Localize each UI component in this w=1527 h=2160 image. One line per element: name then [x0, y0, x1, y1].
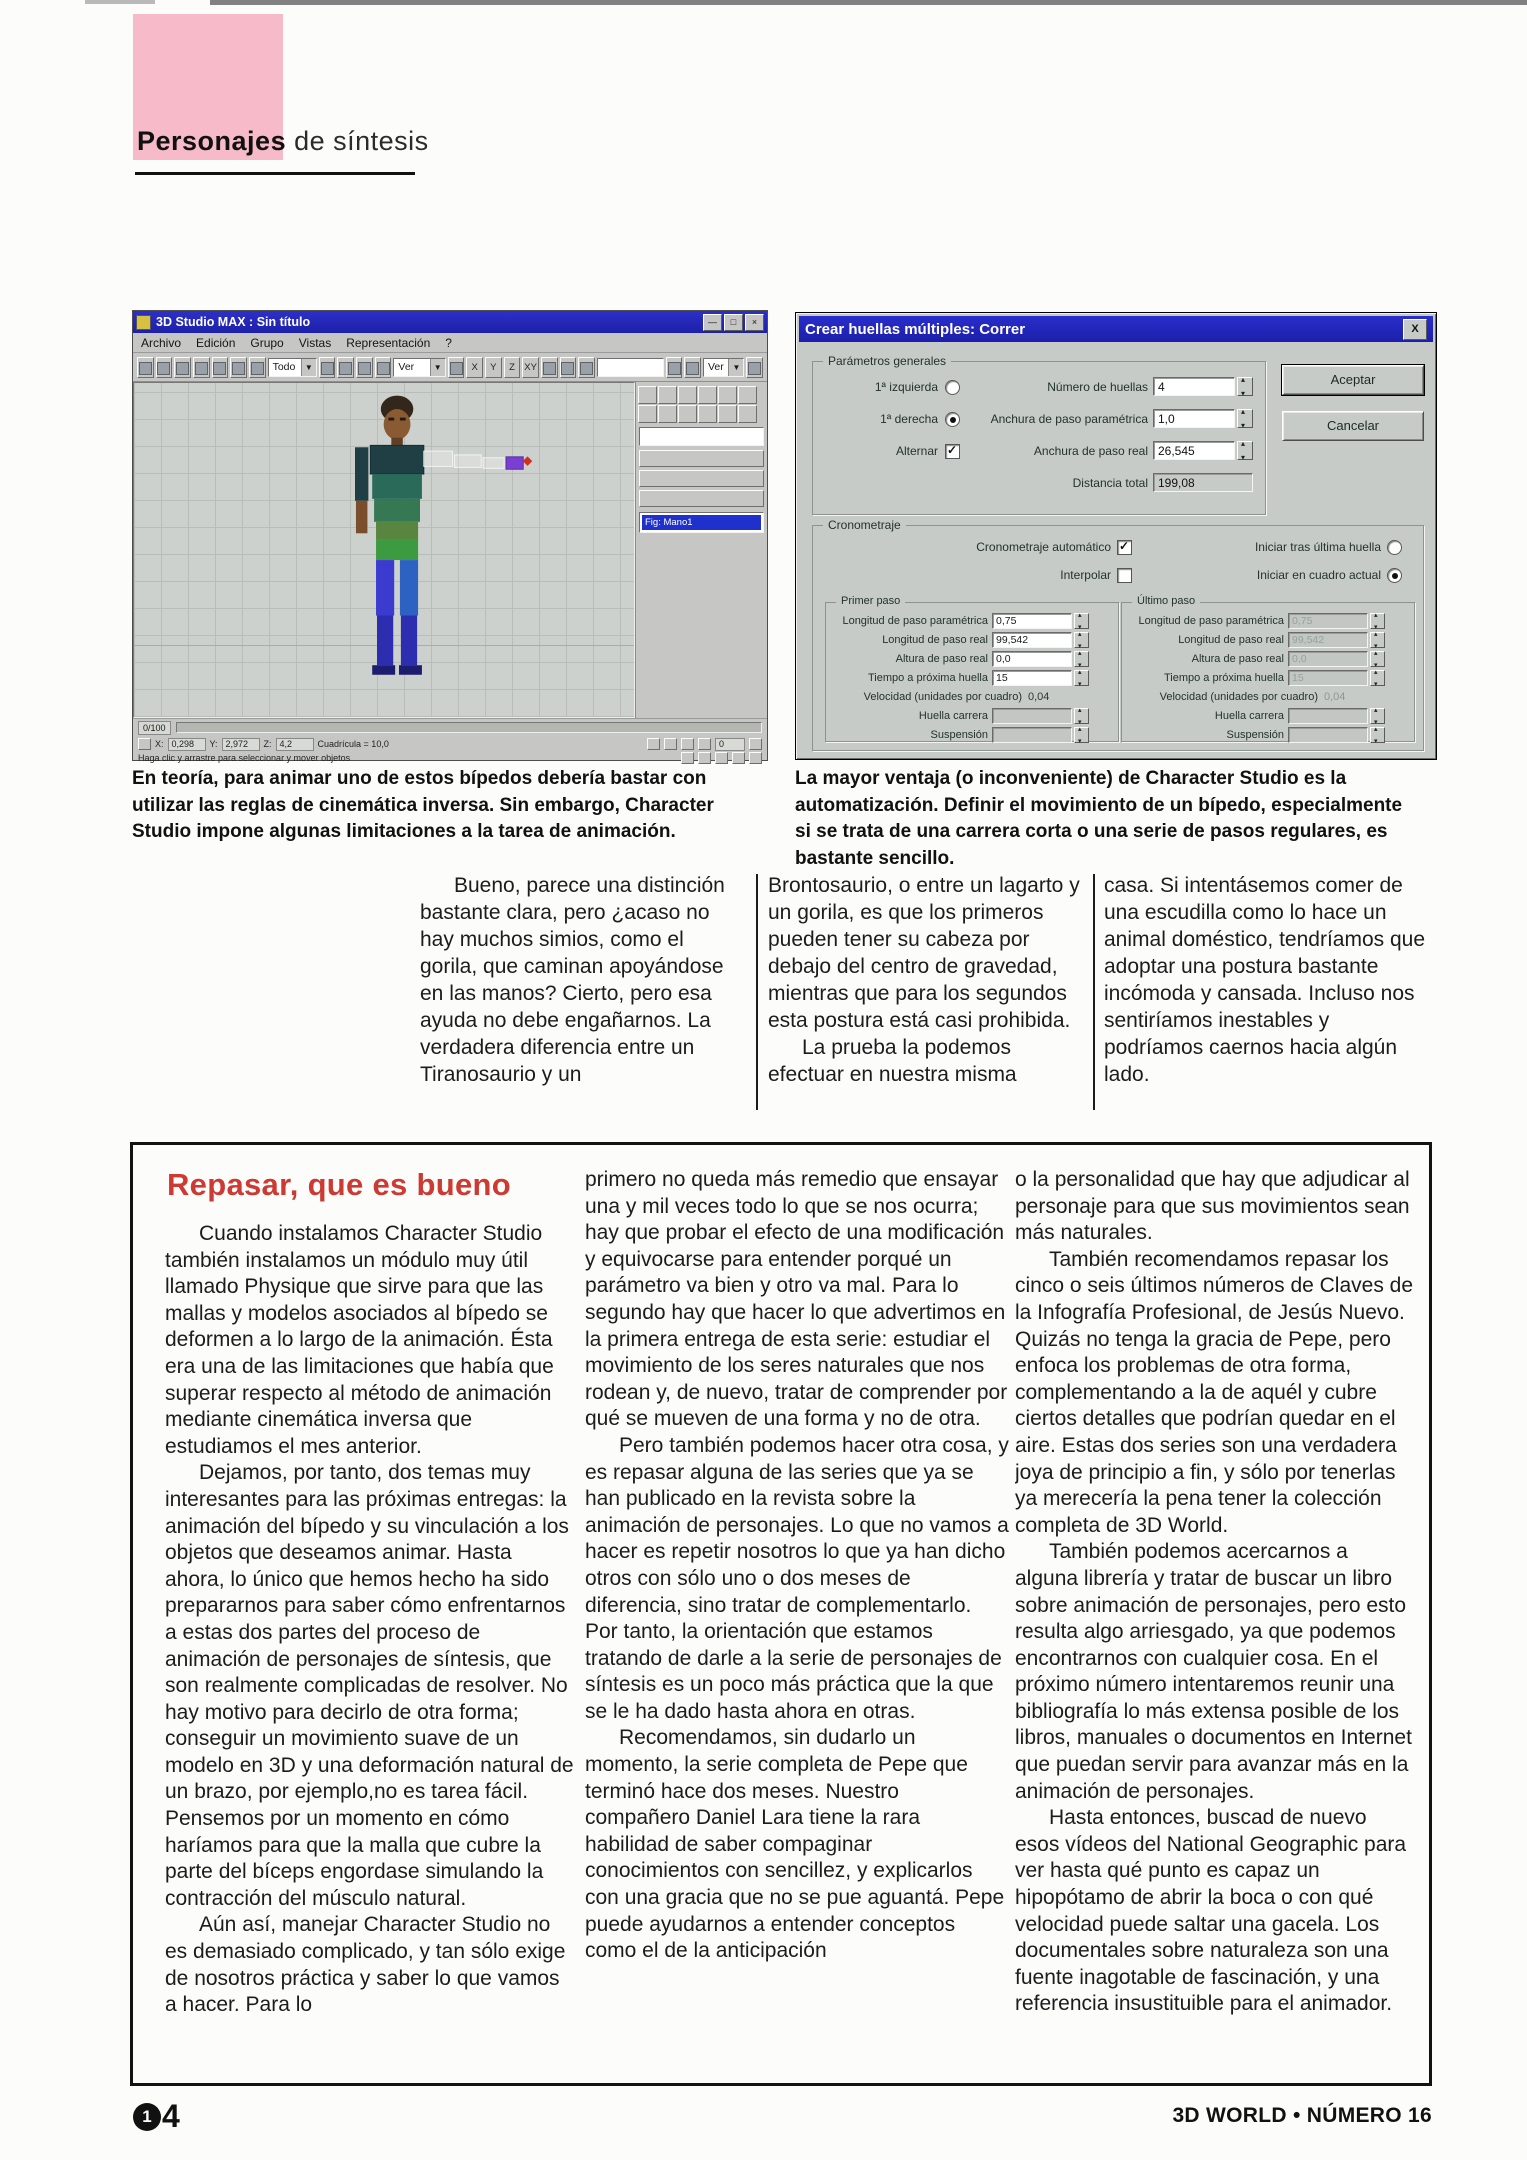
- iniciar-cuadro-radio[interactable]: [1387, 568, 1402, 583]
- section-header: [137, 126, 429, 157]
- tiempo-huella-field[interactable]: 15: [992, 670, 1072, 686]
- combo-arrow-icon[interactable]: ▼: [728, 359, 743, 376]
- huella-carrera-field: [992, 708, 1072, 724]
- anchura-parametrica-spinner[interactable]: [1237, 409, 1253, 428]
- spinner: [1370, 632, 1385, 648]
- hierarchy-tab-icon[interactable]: [678, 386, 697, 404]
- row-label: Longitud de paso paramétrica: [842, 615, 988, 627]
- paragraph: Dejamos, por tanto, dos temas muy interesantes para las próximas entregas: la animación del bípedo y su vinculación a los objetos que deseamos animar. Hasta ahora, lo único que hemos hecho ha sido prepararnos para saber cómo enfrentarnos a estas dos partes del proceso de animación de personajes de síntesis, que son realmente complicadas de resolver. No hay motivo para decirlo de otra forma; conseguir un movimiento suave de un modelo en 3D y una deformación natural de un brazo, por ejemplo,no es tarea fácil. Pensemos por un momento en cómo haríamos para que la malla que cubre la parte del bíceps engordase simulando la contracción del músculo natural.: [165, 1461, 574, 1910]
- row-label: Velocidad (unidades por cuadro): [1159, 691, 1318, 703]
- rotate-icon[interactable]: [356, 357, 373, 378]
- timeline-slider[interactable]: [176, 722, 762, 733]
- distancia-total-field: 199,08: [1153, 473, 1253, 492]
- spinner: [1370, 670, 1385, 686]
- feature-column-1: [165, 1221, 575, 2067]
- mirror-icon[interactable]: [541, 357, 558, 378]
- view-combo[interactable]: [703, 358, 744, 377]
- spinner[interactable]: [1074, 632, 1089, 648]
- longitud-real-field[interactable]: 99,542: [992, 632, 1072, 648]
- paragraph: Recomendamos, sin dudarlo un momento, la serie completa de Pepe que terminó hace dos meses. Nuestro compañero Daniel Lara tiene la rara habilidad de saber compaginar conocimientos con sencillez, y explicarlos con una gracia que no se pue aguantá. Pepe puede ayudarnos a entender conceptos como el de la anticipación: [585, 1726, 1005, 1963]
- min-max-toggle-icon[interactable]: [749, 752, 762, 764]
- alternar-label: Alternar: [895, 444, 938, 458]
- spinner: [1370, 727, 1385, 743]
- y-coordinate-field[interactable]: 2,972: [222, 738, 260, 751]
- paragraph: casa. Si intentásemos comer de una escudilla como lo hace un animal doméstico, tendríamos que adoptar una postura bastante incómoda y cansada. Incluso nos sentiríamos inestables y podríamos caernos hacia algún lado.: [1104, 874, 1425, 1086]
- row-label: Longitud de paso real: [1178, 634, 1284, 646]
- cronometraje-auto-label: Cronometraje automático: [976, 540, 1111, 554]
- menu-archivo[interactable]: Archivo: [141, 335, 182, 350]
- iniciar-tras-label: Iniciar tras última huella: [1254, 540, 1381, 554]
- paragraph: Hasta entonces, buscad de nuevo esos vídeos del National Geographic para ver hasta qué punto es capaz un hipopótamo de abrir la boca o con qué velocidad puede saltar una gacela. Los documentales sobre naturaleza son una fuente inagotable de fascinación, y una referencia insustituible para el animador.: [1015, 1806, 1407, 2016]
- cronometraje-auto-checkbox[interactable]: [1117, 540, 1132, 555]
- link-icon[interactable]: [174, 357, 191, 378]
- app-icon: [136, 315, 151, 330]
- alternar-checkbox[interactable]: [945, 444, 960, 459]
- track-view-icon[interactable]: [666, 357, 683, 378]
- group-legend: Último paso: [1132, 595, 1200, 607]
- scan-artifact-small: [85, 0, 155, 4]
- utilities-tab-icon[interactable]: [738, 386, 757, 404]
- reference-coord-value: Ver: [398, 361, 415, 373]
- create-tab-icon[interactable]: [638, 386, 657, 404]
- middle-column-1: [420, 872, 742, 1115]
- zoom-icon[interactable]: [715, 752, 728, 764]
- x-coordinate-field[interactable]: 0,298: [168, 738, 206, 751]
- spinner: [1074, 727, 1089, 743]
- iniciar-tras-radio[interactable]: [1387, 540, 1402, 555]
- lock-selection-icon[interactable]: [138, 738, 151, 750]
- command-panel: [635, 382, 767, 718]
- group-legend: Primer paso: [836, 595, 905, 607]
- spinner: [1370, 651, 1385, 667]
- longitud-parametrica-field-2: 0,75: [1288, 613, 1368, 629]
- column-divider: [1093, 874, 1095, 1110]
- paragraph: Pero también podemos hacer otra cosa, y es repasar alguna de las series que ya se han publicado en la revista sobre la animación de personajes. Lo que no vamos a hacer es repetir nosotros lo que ya han dicho otros con sólo uno o dos meses de diferencia, sino tratar de complementarlo. Por tanto, la orientación que estamos tratando de darle a la serie de personajes de síntesis es un poco más práctica que la que se le ha dado hasta ahora en otras.: [585, 1433, 1009, 1723]
- move-icon[interactable]: [337, 357, 354, 378]
- anchura-parametrica-label: Anchura de paso paramétrica: [990, 412, 1148, 426]
- row-label: Altura de paso real: [895, 653, 988, 665]
- snap-icon[interactable]: [681, 752, 694, 764]
- crear-huellas-dialog: [795, 312, 1437, 760]
- menu-vistas[interactable]: Vistas: [298, 335, 332, 350]
- menu-grupo[interactable]: Grupo: [250, 335, 284, 350]
- spinner[interactable]: [1074, 651, 1089, 667]
- object-type-combo[interactable]: [639, 427, 764, 446]
- velocidad-value: 0,04: [1028, 691, 1050, 703]
- x-label: X:: [155, 739, 164, 749]
- minimize-button[interactable]: —: [703, 314, 722, 331]
- spinner: [1370, 613, 1385, 629]
- axis-y-button[interactable]: Y: [485, 357, 502, 378]
- redo-icon[interactable]: [156, 357, 173, 378]
- altura-real-field-2: 0,0: [1288, 651, 1368, 667]
- statusbar: [133, 736, 767, 765]
- anchura-real-spinner[interactable]: [1237, 441, 1253, 460]
- section-header-rest: de síntesis: [286, 126, 429, 156]
- reference-coord-combo[interactable]: [393, 358, 445, 377]
- scan-artifact: [210, 0, 1527, 5]
- dialog-title: Crear huellas múltiples: Correr: [805, 320, 1026, 338]
- cameras-icon[interactable]: [698, 405, 717, 423]
- spinner[interactable]: [1074, 613, 1089, 629]
- radio-izquierda[interactable]: [945, 380, 960, 395]
- radio-derecha-label: 1ª derecha: [880, 412, 938, 426]
- spinner: [1074, 708, 1089, 724]
- modify-tab-icon[interactable]: [658, 386, 677, 404]
- select-arrow-icon[interactable]: [230, 357, 247, 378]
- motion-tab-icon[interactable]: [698, 386, 717, 404]
- paragraph: La prueba la podemos efectuar en nuestra misma: [768, 1036, 1017, 1086]
- longitud-real-field-2: 99,542: [1288, 632, 1368, 648]
- axis-z-button[interactable]: Z: [504, 357, 521, 378]
- rollout-bar[interactable]: [639, 450, 764, 467]
- row-label: Altura de paso real: [1191, 653, 1284, 665]
- velocidad-value-2: 0,04: [1324, 691, 1346, 703]
- lights-icon[interactable]: [678, 405, 697, 423]
- spinner[interactable]: [1074, 670, 1089, 686]
- middle-column-2: [768, 872, 1084, 1115]
- row-label: Longitud de paso paramétrica: [1138, 615, 1284, 627]
- group-primer-paso: [825, 595, 1119, 742]
- feature-column-2: [585, 1167, 1009, 2067]
- close-icon[interactable]: X: [1403, 319, 1427, 340]
- angle-snap-icon[interactable]: [698, 752, 711, 764]
- key-mode-icon[interactable]: [749, 738, 762, 750]
- radio-derecha[interactable]: [945, 412, 960, 427]
- group-legend: Cronometraje: [823, 518, 906, 532]
- row-label: Tiempo a próxima huella: [867, 672, 988, 684]
- prev-frame-icon[interactable]: [664, 738, 677, 750]
- axis-x-button[interactable]: X: [466, 357, 483, 378]
- feature-title: Repasar, que es bueno: [167, 1167, 511, 1202]
- header-rule: [135, 172, 415, 175]
- selected-figure[interactable]: Fig: Mano1: [642, 515, 761, 530]
- biped-character[interactable]: [304, 388, 536, 713]
- y-label: Y:: [209, 739, 218, 749]
- go-start-icon[interactable]: [647, 738, 660, 750]
- pivot-icon[interactable]: [448, 357, 465, 378]
- close-button[interactable]: ×: [745, 314, 764, 331]
- paragraph: También podemos acercarnos a alguna librería y tratar de buscar un libro sobre animación de personajes, pero esto resulta algo arriesgado, ya que podemos encontrarnos con cualquier cosa. En el próximo número intentaremos reunir una bibliografía lo más extensa posible de los libros, manuales o documentos en Internet que puedan servir para avanzar más en la animación de personajes.: [1015, 1540, 1412, 1803]
- display-tab-icon[interactable]: [718, 386, 737, 404]
- paragraph: o la personalidad que hay que adjudicar al personaje para que sus movimientos sean más naturales.: [1015, 1168, 1410, 1245]
- feature-box: [130, 1142, 1432, 2086]
- maximize-button[interactable]: □: [724, 314, 743, 331]
- unlink-icon[interactable]: [193, 357, 210, 378]
- align-icon[interactable]: [578, 357, 595, 378]
- paragraph: Bueno, parece una distinción bastante clara, pero ¿acaso no hay muchos simios, como el gorila, que caminan apoyándose en las manos? Cierto, pero esa ayuda no debe engañarnos. La verdadera diferencia entre un Tiranosaurio y un: [420, 874, 725, 1086]
- dialog-titlebar[interactable]: [799, 316, 1433, 342]
- rollout-bar[interactable]: [639, 490, 764, 507]
- numero-huellas-field[interactable]: 4: [1153, 377, 1235, 396]
- systems-icon[interactable]: [738, 405, 757, 423]
- distancia-total-label: Distancia total: [1072, 476, 1148, 490]
- helpers-icon[interactable]: [718, 405, 737, 423]
- radio-izquierda-label: 1ª izquierda: [874, 380, 938, 394]
- row-label: Huella carrera: [918, 710, 988, 722]
- column-divider: [756, 874, 758, 1110]
- current-frame-field[interactable]: 0: [715, 738, 745, 751]
- paragraph: También recomendamos repasar los cinco o seis últimos números de Claves de la Infografía Profesional, de Jesús Nuevo. Quizás no tenga la gracia de Pepe, pero enfoca los problemas de otra forma, complementando a la de aquél y cubre ciertos detalles que podrían quedar en el aire. Estas dos series son una verdadera joya de principio a fin, y sólo por tenerlas ya merecería la pena tener la colección completa de 3D World.: [1015, 1247, 1414, 1537]
- row-label: Suspensión: [1226, 729, 1284, 741]
- figure-list: [639, 512, 764, 533]
- cancelar-button[interactable]: Cancelar: [1282, 411, 1424, 441]
- array-icon[interactable]: [560, 357, 577, 378]
- paragraph: primero no queda más remedio que ensayar una y mil veces todo lo que se nos ocurra; hay que probar el efecto de una modificación y equivocarse para entender porqué un parámetro va bien y otro va mal. Para lo segundo hay que hacer lo que advertimos en la primera entrega de esta serie: estudiar el movimiento de los seres naturales que nos rodean y, de nuevo, tratar de comprender por qué se mueven de una forma y no de otra.: [585, 1168, 1008, 1431]
- row-label: Huella carrera: [1214, 710, 1284, 722]
- next-frame-icon[interactable]: [698, 738, 711, 750]
- viewport[interactable]: [133, 382, 635, 718]
- 3dsmax-window: [132, 310, 768, 761]
- selection-filter-value: Todo: [272, 361, 296, 373]
- row-label: Tiempo a próxima huella: [1163, 672, 1284, 684]
- spinner: [1370, 708, 1385, 724]
- pan-icon[interactable]: [732, 752, 745, 764]
- numero-huellas-spinner[interactable]: [1237, 377, 1253, 396]
- aceptar-button[interactable]: Aceptar: [1282, 365, 1424, 395]
- magazine-name: 3D WORLD • NÚMERO 16: [1172, 2104, 1432, 2127]
- window-title: 3D Studio MAX : Sin título: [156, 315, 311, 329]
- iniciar-cuadro-label: Iniciar en cuadro actual: [1256, 568, 1381, 582]
- group-ultimo-paso: [1121, 595, 1415, 742]
- group-cronometraje: [812, 518, 1424, 751]
- timeline[interactable]: [133, 718, 767, 736]
- suspension-field: [992, 727, 1072, 743]
- named-selection-field[interactable]: [597, 358, 664, 377]
- group-legend: Parámetros generales: [823, 354, 951, 368]
- select-by-name-icon[interactable]: [319, 357, 336, 378]
- longitud-parametrica-field[interactable]: 0,75: [992, 613, 1072, 629]
- group-parametros-generales: [812, 354, 1266, 515]
- render-icon[interactable]: [746, 357, 763, 378]
- material-editor-icon[interactable]: [684, 357, 701, 378]
- middle-column-3: [1104, 872, 1432, 1115]
- anchura-real-label: Anchura de paso real: [1033, 444, 1148, 458]
- page-number-circle: 1: [133, 2103, 161, 2131]
- menu-help[interactable]: ?: [445, 335, 452, 350]
- paragraph: Aún así, manejar Character Studio no es demasiado complicado, y tan sólo exige de nosotros práctica y saber lo que vamos a hacer. Para lo: [165, 1913, 566, 2017]
- feature-column-3: [1015, 1167, 1415, 2067]
- grid-size-label: Cuadrícula = 10,0: [317, 739, 389, 749]
- numero-huellas-label: Número de huellas: [1047, 380, 1148, 394]
- combo-arrow-icon[interactable]: ▼: [430, 359, 445, 376]
- row-label: Velocidad (unidades por cuadro): [863, 691, 1022, 703]
- row-label: Suspensión: [930, 729, 988, 741]
- play-icon[interactable]: [681, 738, 694, 750]
- section-header-bold: Personajes: [137, 126, 287, 156]
- select-region-icon[interactable]: [249, 357, 266, 378]
- caption-left: En teoría, para animar uno de estos bípedos debería bastar con utilizar las reglas de cinemática inversa. Sin embargo, Character Studio impone algunas limitaciones a la tarea de animación.: [132, 768, 714, 842]
- page-number-digit: 4: [162, 2098, 180, 2134]
- anchura-parametrica-field[interactable]: 1,0: [1153, 409, 1235, 428]
- caption-right: La mayor ventaja (o inconveniente) de Character Studio es la automatización. Definir el movimiento de un bípedo, especialmente si se trata de una carrera corta o una serie de pasos regulares, es bastante sencillo.: [795, 768, 1403, 869]
- combo-arrow-icon[interactable]: ▼: [301, 359, 316, 376]
- interpolar-label: Interpolar: [1060, 568, 1111, 582]
- altura-real-field[interactable]: 0,0: [992, 651, 1072, 667]
- huella-carrera-field-2: [1288, 708, 1368, 724]
- axis-xy-button[interactable]: XY: [522, 357, 539, 378]
- frame-range-label: 0/100: [138, 721, 171, 735]
- tiempo-huella-field-2: 15: [1288, 670, 1368, 686]
- geometry-icon[interactable]: [638, 405, 657, 423]
- menu-edicion[interactable]: Edición: [196, 335, 236, 350]
- anchura-real-field[interactable]: 26,545: [1153, 441, 1235, 460]
- menu-representacion[interactable]: Representación: [346, 335, 431, 350]
- view-combo-value: Ver: [708, 361, 724, 373]
- scale-icon[interactable]: [375, 357, 392, 378]
- suspension-field-2: [1288, 727, 1368, 743]
- undo-icon[interactable]: [137, 357, 154, 378]
- bind-icon[interactable]: [212, 357, 229, 378]
- 3dsmax-menubar: [133, 333, 767, 353]
- rollout-bar[interactable]: [639, 470, 764, 487]
- interpolar-checkbox[interactable]: [1117, 568, 1132, 583]
- selection-filter-combo[interactable]: [268, 358, 317, 377]
- shapes-icon[interactable]: [658, 405, 677, 423]
- paragraph: Cuando instalamos Character Studio también instalamos un módulo muy útil llamado Physique que sirve para que las mallas y modelos asociados al bípedo se deformen a lo largo de la animación. Ésta era una de las limitaciones que había que superar respecto al método de animación mediante cinemática inversa que estudiamos el mes anterior.: [165, 1222, 554, 1458]
- row-label: Longitud de paso real: [882, 634, 988, 646]
- z-label: Z:: [263, 739, 272, 749]
- status-prompt: Haga clic y arrastre para seleccionar y mover objetos: [138, 753, 351, 763]
- 3dsmax-toolbar: [133, 353, 767, 382]
- paragraph: Brontosaurio, o entre un lagarto y un gorila, es que los primeros pueden tener su cabeza por debajo del centro de gravedad, mientras que para los segundos esta postura está casi prohibida.: [768, 874, 1080, 1032]
- 3dsmax-titlebar[interactable]: [133, 311, 767, 333]
- z-coordinate-field[interactable]: 4,2: [276, 738, 314, 751]
- page-number: [133, 2098, 180, 2135]
